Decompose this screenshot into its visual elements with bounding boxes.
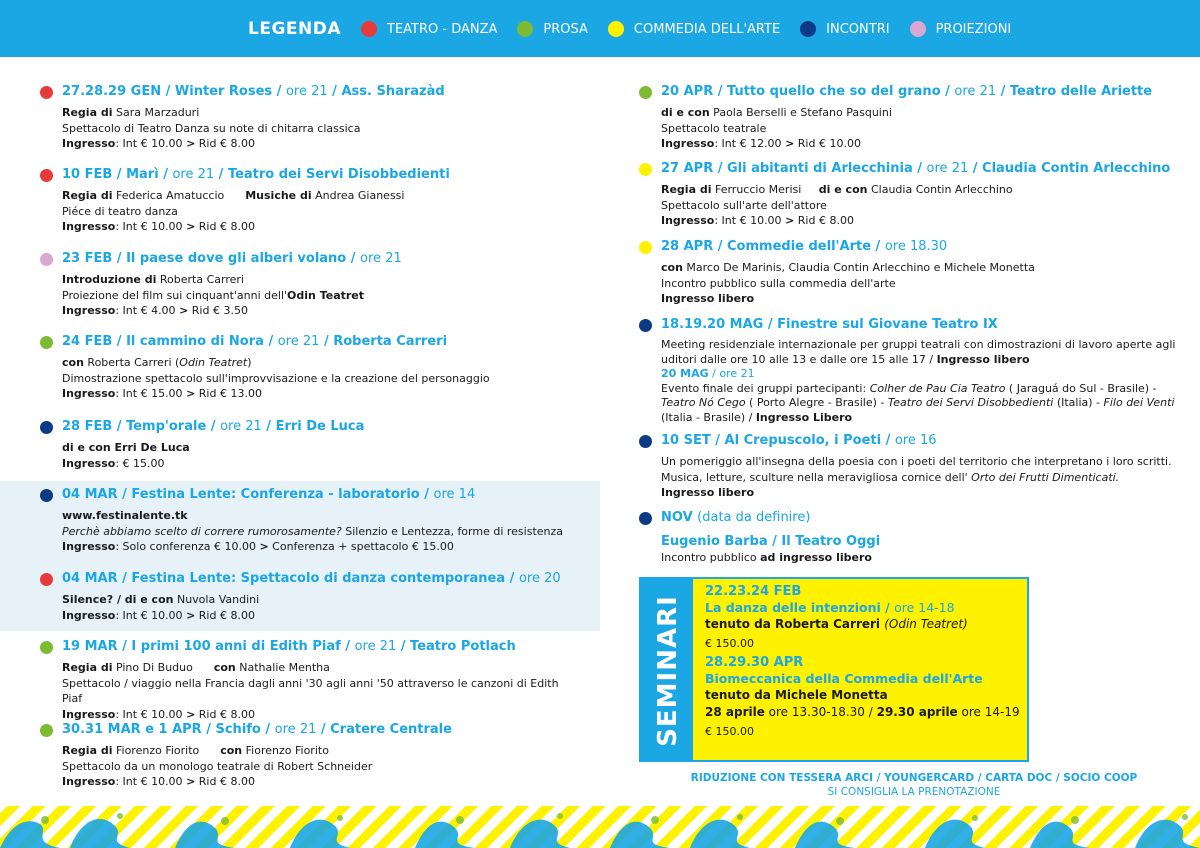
navy-dot-icon <box>639 512 652 525</box>
seminar-date: 22.23.24 FEB <box>705 584 802 599</box>
seminar-date: 28.29.30 APR <box>705 655 804 670</box>
event-details: Meeting residenziale internazionale per gruppi teatrali con dimostrazioni di lavoro aperte agli uditori dalle ore 10 alle 13 e dalle ore 15 alle 17 / Ingresso libero 20 MAG / ore 21 Evento finale dei gruppi partecipanti: Colher de Pau Cia Teatro ( Jaraguá do Sul - Brasile) - Teatro Nó Cego ( Porto Alegre - Brasile) - Teatro dei Servi Disobbedienti (Italia) - Filo dei Venti (Italia - Brasile) / Ingresso Libero <box>661 338 1176 424</box>
discount-note <box>639 771 1189 799</box>
red-dot-icon <box>40 86 53 99</box>
event-title: 19 MAR / I primi 100 anni di Edith Piaf / ore 21 / Teatro Potlach <box>62 639 516 654</box>
green-dot-icon <box>40 724 53 737</box>
event-details: Regia di Federica Amatuccio Musiche di Andrea Gianessi Piéce di teatro danza Ingresso: Int € 10.00 > Rid € 8.00 <box>62 189 405 233</box>
pink-dot-icon <box>910 21 926 37</box>
navy-dot-icon <box>639 435 652 448</box>
seminar-title: La danza delle intenzioni / ore 14-18 <box>705 600 955 615</box>
green-dot-icon <box>639 86 652 99</box>
legend-label: PROSA <box>543 21 588 37</box>
legend <box>248 19 1031 39</box>
event-festina-danza <box>40 570 580 623</box>
seminar-title: Biomeccanica della Commedia dell'Arte <box>705 671 983 686</box>
event-details: Incontro pubblico ad ingresso libero <box>661 551 872 564</box>
legend-item-prosa <box>517 21 588 37</box>
event-title: 18.19.20 MAG / Finestre sul Giovane Teatro IX <box>661 317 998 332</box>
event-details: Un pomeriggio all'insegna della poesia con i poeti del territorio che interpretano i loro scritti. Musica, letture, sculture nella meravigliosa cornice dell' Orto dei Frutti Dimenticati. Ingresso libero <box>661 455 1172 499</box>
splash-decoration-icon <box>0 806 1200 848</box>
event-details: www.festinalente.tk Perchè abbiamo scelto di correre rumorosamente? Silenzio e Lentezza, forme di resistenza Ingresso: Solo conferenza € 10.00 > Conferenza + spettacolo € 15.00 <box>62 508 580 555</box>
legend-item-teatro-danza <box>361 21 497 37</box>
event-title: 23 FEB / Il paese dove gli alberi volano / ore 21 <box>62 251 402 266</box>
navy-dot-icon <box>639 319 652 332</box>
seminar-biomeccanica <box>705 655 1020 740</box>
seminar-danza <box>705 584 1020 652</box>
event-cammino-nora <box>40 333 580 402</box>
yellow-dot-icon <box>639 163 652 176</box>
event-title: 27.28.29 GEN / Winter Roses / ore 21 / Ass. Sharazàd <box>62 84 445 99</box>
website-link[interactable]: www.festinalente.tk <box>62 509 188 522</box>
event-festina-conferenza <box>40 486 580 555</box>
event-mari <box>40 166 580 235</box>
red-dot-icon <box>40 169 53 182</box>
legend-label: INCONTRI <box>826 21 890 37</box>
event-details: Regia di Sara Marzaduri Spettacolo di Teatro Danza su note di chitarra classica Ingresso: Int € 10.00 > Rid € 8.00 <box>62 106 361 150</box>
event-title: 27 APR / Gli abitanti di Arlecchinia / ore 21 / Claudia Contin Arlecchino <box>661 161 1171 176</box>
event-details: Regia di Pino Di Buduo con Nathalie Mentha Spettacolo / viaggio nella Francia dagli anni '30 agli anni '50 attraverso le canzoni di Edith Piaf Ingresso: Int € 10.00 > Rid € 8.00 <box>62 661 559 721</box>
event-title: 10 SET / Al Crepuscolo, i Poeti / ore 16 <box>661 433 937 448</box>
event-title: 20 APR / Tutto quello che so del grano / ore 21 / Teatro delle Ariette <box>661 84 1153 99</box>
legend-label: TEATRO - DANZA <box>387 21 498 37</box>
event-details: di e con Erri De Luca Ingresso: € 15.00 <box>62 441 190 470</box>
legend-item-commedia <box>608 21 780 37</box>
event-title: 24 FEB / Il cammino di Nora / ore 21 / Roberta Carreri <box>62 334 448 349</box>
seminar-schedule: 28 aprile ore 13.30-18.30 / 29.30 aprile ore 14-19 <box>705 705 1020 719</box>
green-dot-icon <box>40 641 53 654</box>
event-title: 04 MAR / Festina Lente: Conferenza - laboratorio / ore 14 <box>62 487 476 502</box>
event-grano <box>639 83 1179 152</box>
legend-title: LEGENDA <box>248 19 342 39</box>
event-temporale <box>40 418 580 471</box>
red-dot-icon <box>361 21 377 37</box>
green-dot-icon <box>40 336 53 349</box>
event-details: con Marco De Marinis, Claudia Contin Arlecchino e Michele Monetta Incontro pubblico sulla commedia dell'arte Ingresso libero <box>661 261 1035 305</box>
legend-item-proiezioni <box>910 21 1012 37</box>
event-title: NOV (data da definire) <box>661 510 811 525</box>
event-details: Regia di Fiorenzo Fiorito con Fiorenzo Fiorito Spettacolo da un monologo teatrale di Robert Schneider Ingresso: Int € 10.00 > Rid € 8.00 <box>62 744 373 788</box>
event-title: 10 FEB / Marì / ore 21 / Teatro dei Servi Disobbedienti <box>62 167 450 182</box>
legend-label: PROIEZIONI <box>935 21 1012 37</box>
event-winter-roses <box>40 83 580 152</box>
navy-dot-icon <box>40 421 53 434</box>
event-arlecchinia <box>639 160 1179 229</box>
seminari-label: SEMINARI <box>653 595 683 747</box>
event-details: Regia di Ferruccio Merisi di e con Claudia Contin Arlecchino Spettacolo sull'arte dell'attore Ingresso: Int € 10.00 > Rid € 8.00 <box>661 183 1013 227</box>
navy-dot-icon <box>40 489 53 502</box>
seminar-teacher: tenuto da Roberta Carreri (Odin Teatret) <box>705 617 968 631</box>
event-edith-piaf <box>40 638 580 722</box>
event-paese-alberi <box>40 250 580 319</box>
event-commedie-arte <box>639 238 1179 307</box>
event-details: Silence? / di e con Nuvola Vandini Ingresso: Int € 10.00 > Rid € 8.00 <box>62 593 260 622</box>
event-barba <box>639 509 1179 566</box>
booking-advice: SI CONSIGLIA LA PRENOTAZIONE <box>827 786 1001 798</box>
legend-label: COMMEDIA DELL'ARTE <box>633 21 781 37</box>
event-crepuscolo <box>639 432 1179 501</box>
event-finestre <box>639 316 1179 425</box>
event-title: 30.31 MAR e 1 APR / Schifo / ore 21 / Cratere Centrale <box>62 722 452 737</box>
event-title: 28 FEB / Temp'orale / ore 21 / Erri De Luca <box>62 419 365 434</box>
green-dot-icon <box>517 21 533 37</box>
event-title: 28 APR / Commedie dell'Arte / ore 18.30 <box>661 239 948 254</box>
event-title: 04 MAR / Festina Lente: Spettacolo di danza contemporanea / ore 20 <box>62 571 561 586</box>
legend-bar <box>0 0 1200 57</box>
event-schifo <box>40 721 580 790</box>
event-subtitle: Eugenio Barba / Il Teatro Oggi <box>661 534 881 549</box>
event-details: di e con Paola Berselli e Stefano Pasquini Spettacolo teatrale Ingresso: Int € 12.00 > Rid € 10.00 <box>661 106 892 150</box>
event-details: Introduzione di Roberta Carreri Proiezione del film sui cinquant'anni dell'Odin Teatret Ingresso: Int € 4.00 > Rid € 3.50 <box>62 273 365 317</box>
seminar-teacher: tenuto da Michele Monetta <box>705 688 888 702</box>
red-dot-icon <box>40 573 53 586</box>
navy-dot-icon <box>800 21 816 37</box>
seminar-price: € 150.00 <box>705 637 754 650</box>
event-details: con Roberta Carreri (Odin Teatret) Dimostrazione spettacolo sull'improvvisazione e la creazione del personaggio Ingresso: Int € 15.00 > Rid € 13.00 <box>62 356 490 400</box>
decorative-band <box>0 806 1200 848</box>
pink-dot-icon <box>40 253 53 266</box>
seminari-content <box>705 584 1020 743</box>
legend-item-incontri <box>800 21 889 37</box>
seminari-box <box>639 577 1029 762</box>
yellow-dot-icon <box>639 241 652 254</box>
yellow-dot-icon <box>608 21 624 37</box>
seminar-price: € 150.00 <box>705 725 754 738</box>
discount-line: RIDUZIONE CON TESSERA ARCI / YOUNGERCARD / CARTA DOC / SOCIO COOP <box>690 772 1138 784</box>
seminari-sidebar <box>641 579 693 760</box>
